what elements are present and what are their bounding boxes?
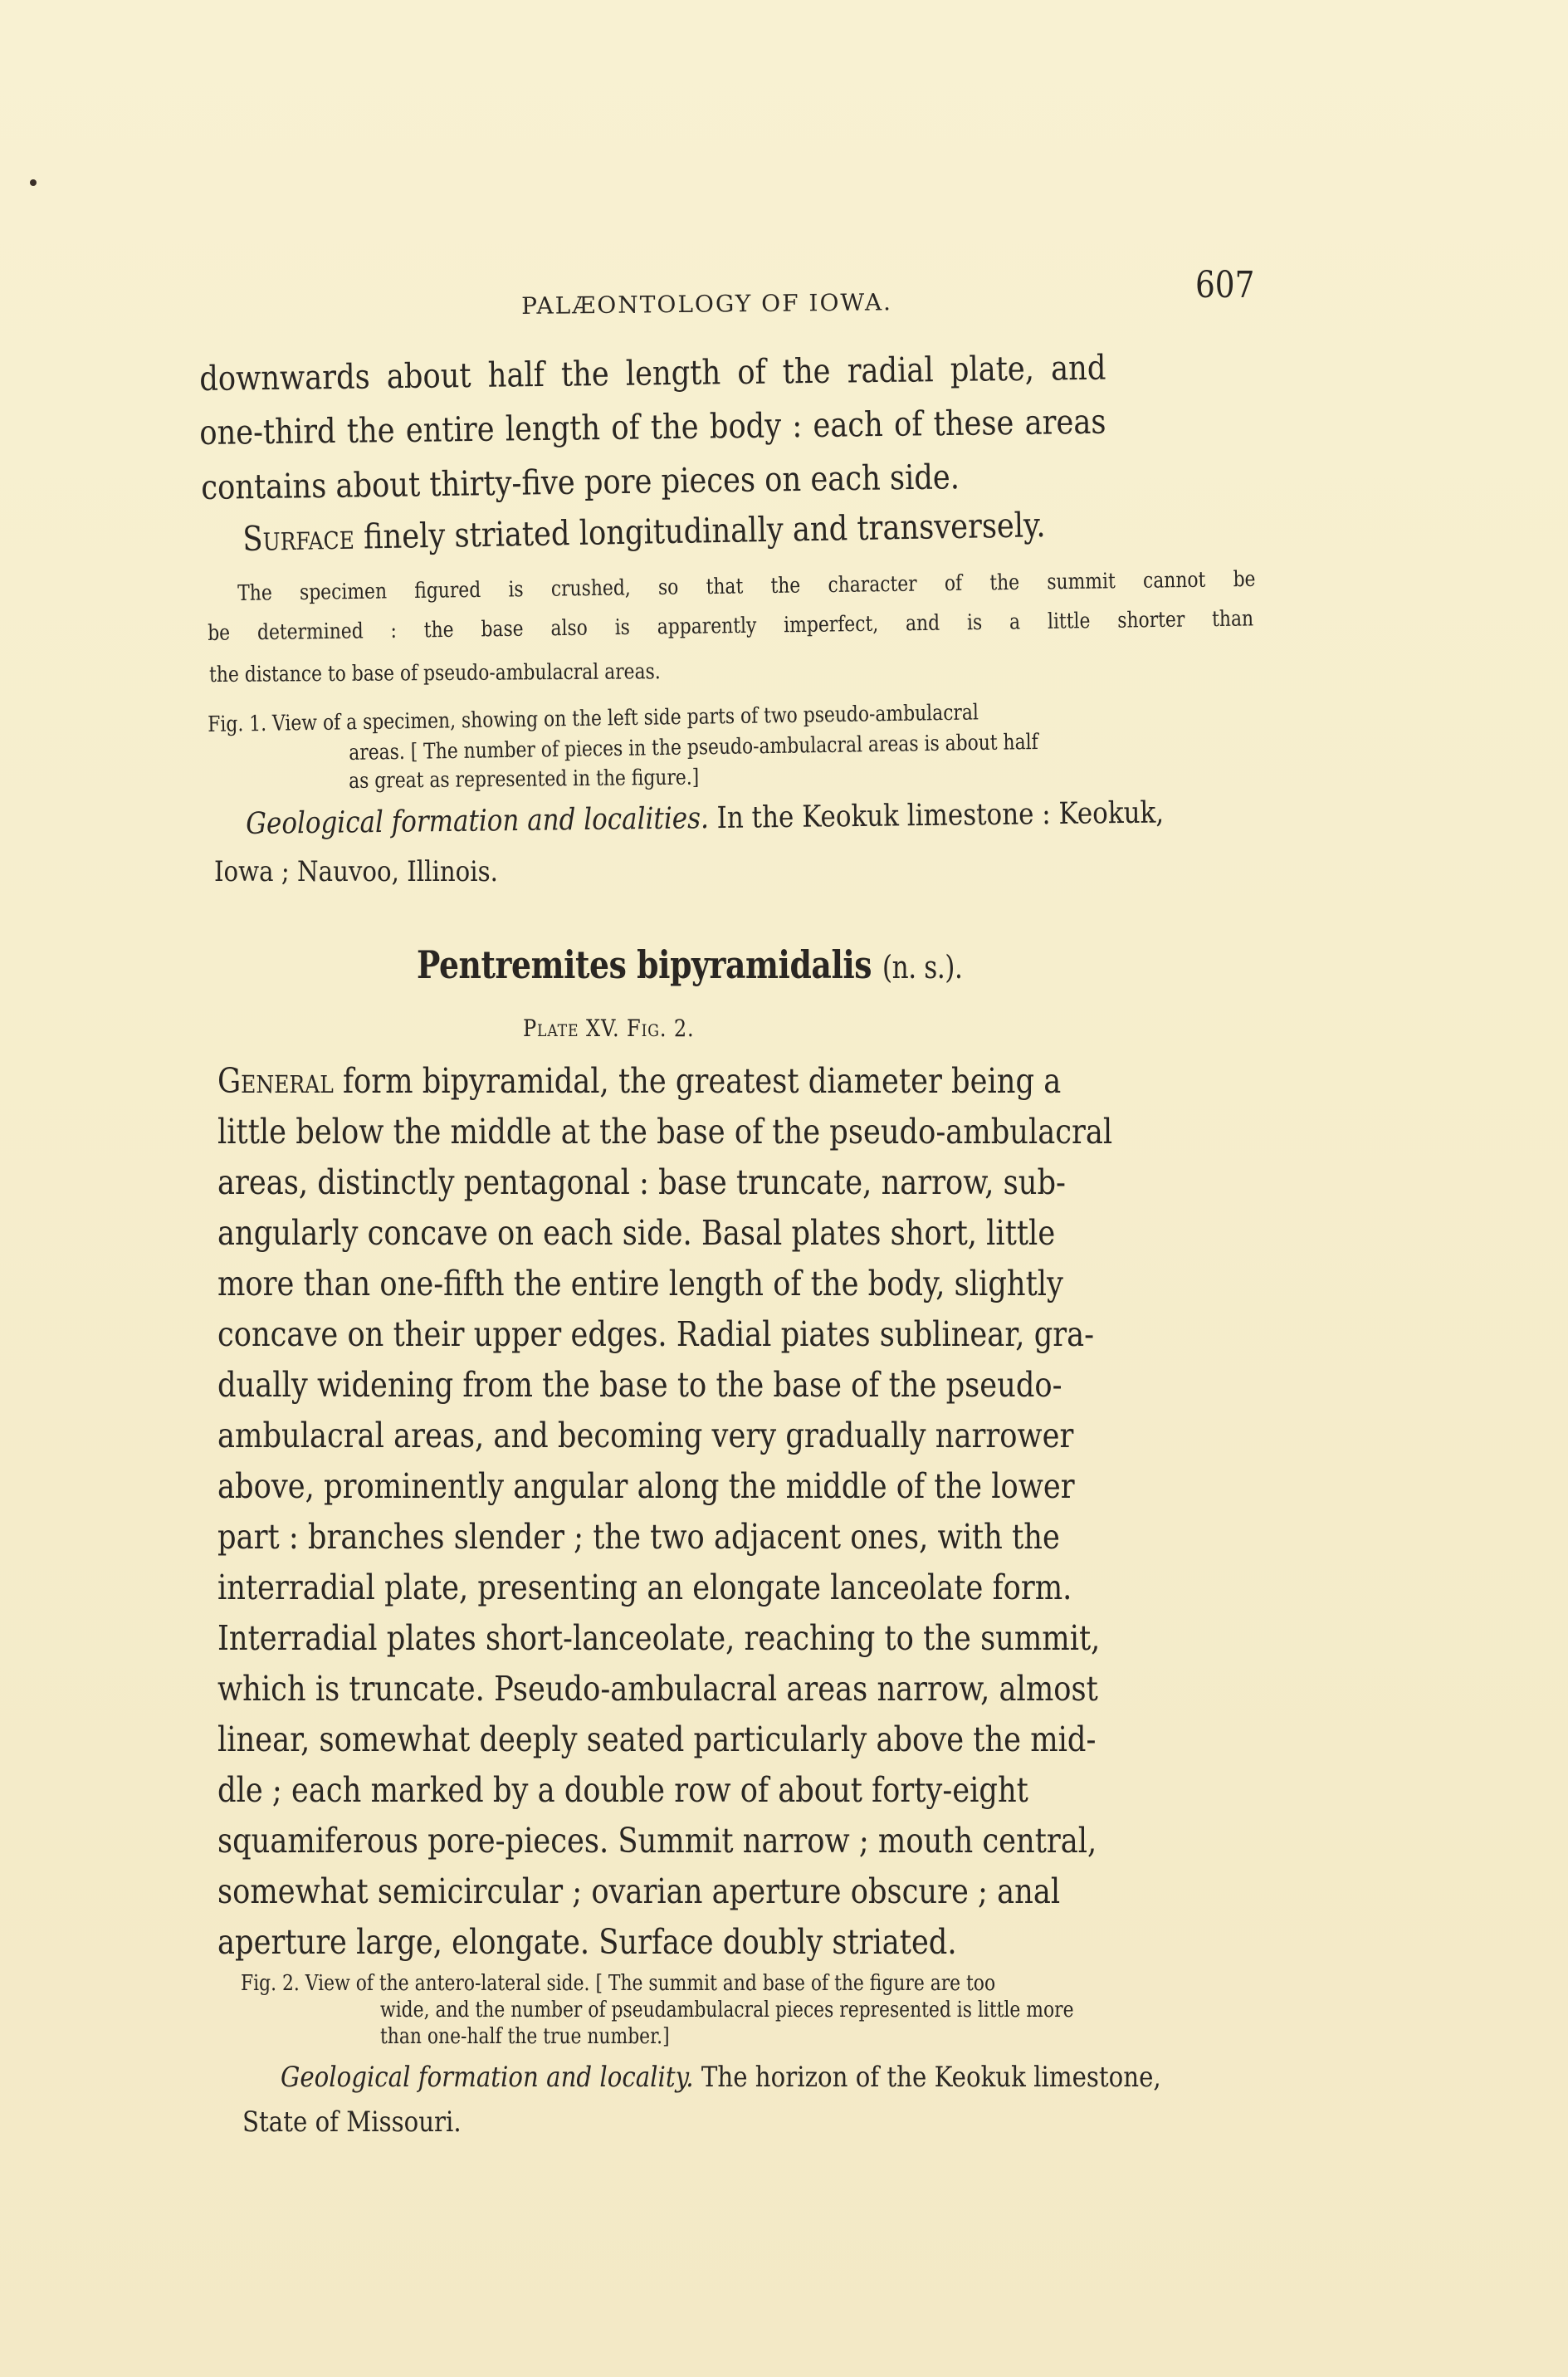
text-line: one-third the entire length of the body : each of these areas bbox=[199, 401, 1106, 452]
locality-label: Geological formation and localities. bbox=[246, 801, 710, 841]
caption-line: Fig. 1. View of a specimen, showing on the left side parts of two pseudo-ambulacral bbox=[208, 700, 979, 737]
running-head: PALÆONTOLOGY OF IOWA. bbox=[521, 288, 893, 320]
text-line: angularly concave on each side. Basal plates short, little bbox=[217, 1213, 1056, 1253]
locality-line: State of Missouri. bbox=[242, 2106, 462, 2139]
text-line: General form bipyramidal, the greatest diameter being a bbox=[217, 1061, 1062, 1101]
plate-reference: Plate XV. Fig. 2. bbox=[523, 1015, 695, 1042]
note-line: The specimen figured is crushed, so that the character of the summit cannot be bbox=[237, 566, 1256, 606]
note-line: the distance to base of pseudo-ambulacral areas. bbox=[209, 659, 661, 687]
text-line: aperture large, elongate. Surface doubly striated. bbox=[217, 1922, 957, 1962]
text-line: above, prominently angular along the middle of the lower bbox=[217, 1466, 1075, 1506]
surface-text: finely striated longitudinally and transversely. bbox=[363, 505, 1046, 557]
text-line: more than one-fifth the entire length of the body, slightly bbox=[217, 1264, 1063, 1303]
text-line: somewhat semicircular ; ovarian aperture obscure ; anal bbox=[217, 1871, 1061, 1911]
locality-line: Geological formation and locality. The horizon of the Keokuk limestone, bbox=[281, 2061, 1161, 2094]
caption-line: wide, and the number of pseudambulacral pieces represented is little more bbox=[380, 1998, 1074, 2022]
text-line: squamiferous pore-pieces. Summit narrow ; mouth central, bbox=[217, 1821, 1097, 1861]
caption-line: Fig. 2. View of the antero-lateral side. [ The summit and base of the figure are too bbox=[241, 1971, 996, 1996]
text-line: concave on their upper edges. Radial piates sublinear, gra- bbox=[217, 1314, 1095, 1354]
note-line: be determined : the base also is apparently imperfect, and is a little shorter than bbox=[208, 606, 1254, 646]
caption-line: than one-half the true number.] bbox=[380, 2024, 670, 2049]
caption-line: areas. [ The number of pieces in the pseudo-ambulacral areas is about half bbox=[349, 729, 1038, 765]
surface-paragraph bbox=[242, 505, 1046, 559]
paper-speck bbox=[30, 179, 37, 186]
general-label: General bbox=[217, 1061, 334, 1101]
text-line: little below the middle at the base of the pseudo-ambulacral bbox=[217, 1112, 1113, 1152]
species-title bbox=[417, 942, 963, 987]
text-line: downwards about half the length of the radial plate, and bbox=[199, 347, 1106, 399]
new-species-marker: (n. s.). bbox=[882, 949, 963, 986]
text-line: ambulacral areas, and becoming very gradually narrower bbox=[217, 1416, 1074, 1455]
surface-label: Surface bbox=[242, 516, 355, 559]
caption-line: as great as represented in the figure.] bbox=[349, 765, 700, 794]
locality-line: Geological formation and localities. In the Keokuk limestone : Keokuk, bbox=[246, 795, 1165, 841]
species-name: Pentremites bipyramidalis bbox=[417, 942, 872, 987]
text-line: part : branches slender ; the two adjacent ones, with the bbox=[217, 1517, 1060, 1557]
text-line: which is truncate. Pseudo-ambulacral areas narrow, almost bbox=[217, 1669, 1098, 1709]
text-line: contains about thirty-five pore pieces on each side. bbox=[201, 457, 960, 507]
locality-label: Geological formation and locality. bbox=[281, 2061, 694, 2094]
text-line: linear, somewhat deeply seated particularly above the mid- bbox=[217, 1719, 1097, 1759]
text-line: areas, distinctly pentagonal : base truncate, narrow, sub- bbox=[217, 1162, 1066, 1202]
text-line: dually widening from the base to the base of the pseudo- bbox=[217, 1365, 1062, 1405]
fig1-label: Fig. 1. bbox=[208, 711, 267, 737]
page-number: 607 bbox=[1195, 264, 1255, 306]
text-line: dle ; each marked by a double row of about forty-eight bbox=[217, 1770, 1028, 1810]
text-line: interradial plate, presenting an elongate lanceolate form. bbox=[217, 1568, 1072, 1607]
locality-line: Iowa ; Nauvoo, Illinois. bbox=[214, 855, 498, 888]
text-line: Interradial plates short-lanceolate, reaching to the summit, bbox=[217, 1618, 1101, 1658]
fig2-label: Fig. 2. bbox=[241, 1971, 300, 1996]
